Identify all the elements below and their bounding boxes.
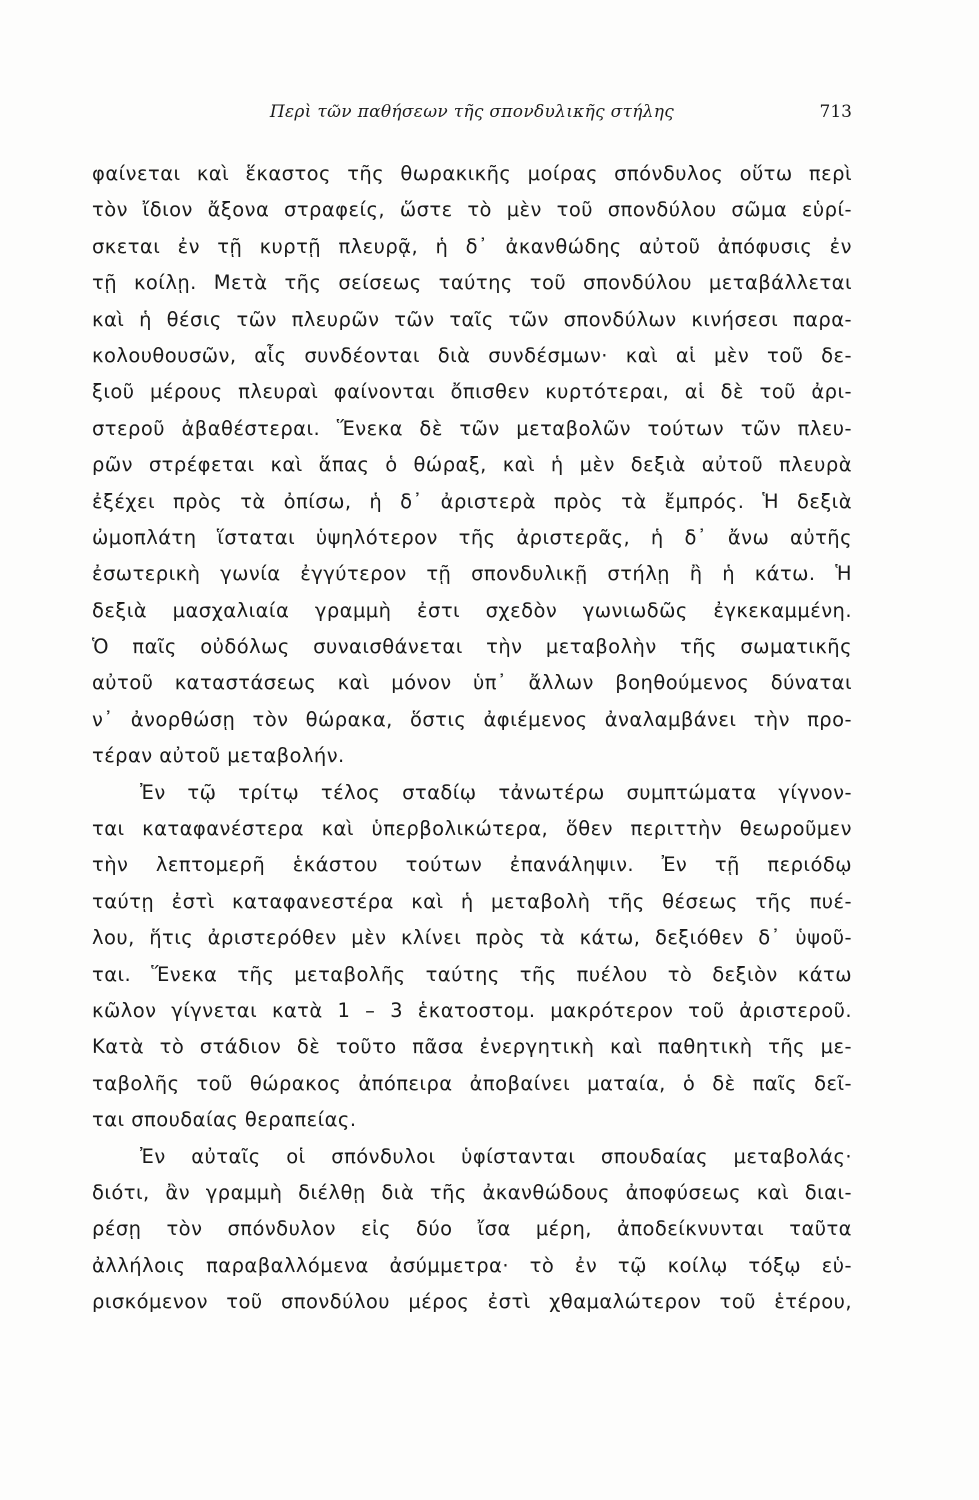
text-line: Ὁ παῖς οὐδόλως συναισθάνεται τὴν μεταβολὴν τῆς σωματικῆς bbox=[92, 635, 852, 659]
text-line: ἐξέχει πρὸς τὰ ὀπίσω, ἡ δ᾽ ἀριστερὰ πρὸς τὰ ἔμπρός. Ἡ δεξιὰ bbox=[92, 489, 852, 513]
text-line: Κατὰ τὸ στάδιον δὲ τοῦτο πᾶσα ἐνεργητικὴ καὶ παθητικὴ τῆς με- bbox=[92, 1035, 852, 1059]
text-line: κολουθουσῶν, αἷς συνδέονται διὰ συνδέσμων· καὶ αἱ μὲν τοῦ δε- bbox=[92, 343, 852, 367]
paragraph-end-line: ται σπουδαίας θεραπείας. bbox=[92, 1108, 357, 1132]
text-line: δεξιὰ μασχαλιαία γραμμὴ ἐστι σχεδὸν γωνιωδῶς ἐγκεκαμμένη. bbox=[92, 598, 852, 622]
text-line: ται. Ἕνεκα τῆς μεταβολῆς ταύτης τῆς πυέλου τὸ δεξιὸν κάτω bbox=[92, 962, 852, 986]
text-line: ρισκόμενον τοῦ σπονδύλου μέρος ἐστὶ χθαμαλώτερον τοῦ ἑτέρου, bbox=[92, 1290, 852, 1314]
text-line: ρῶν στρέφεται καὶ ἅπας ὁ θώραξ, καὶ ἡ μὲν δεξιὰ αὐτοῦ πλευρὰ bbox=[92, 453, 852, 477]
text-line: ν᾽ ἀνορθώσῃ τὸν θώρακα, ὅστις ἀφιέμενος ἀναλαμβάνει τὴν προ- bbox=[92, 707, 852, 731]
text-line: διότι, ἂν γραμμὴ διέλθῃ διὰ τῆς ἀκανθώδους ἀποφύσεως καὶ διαι- bbox=[92, 1180, 852, 1204]
text-line: φαίνεται καὶ ἕκαστος τῆς θωρακικῆς μοίρας σπόνδυλος οὕτω περὶ bbox=[92, 162, 852, 185]
text-line: ἐσωτερικὴ γωνία ἐγγύτερον τῇ σπονδυλικῇ στήλῃ ἢ ἡ κάτω. Ἡ bbox=[92, 562, 852, 586]
text-line: στεροῦ ἀβαθέστεραι. Ἕνεκα δὲ τῶν μεταβολῶν τούτων τῶν πλευ- bbox=[92, 416, 852, 440]
paragraph-start-line: Ἐν τῷ τρίτῳ τέλος σταδίῳ τἀνωτέρω συμπτώματα γίγνον- bbox=[140, 780, 852, 804]
text-line: ἀλλήλοις παραβαλλόμενα ἀσύμμετρα· τὸ ἐν τῷ κοίλῳ τόξῳ εὑ- bbox=[92, 1253, 852, 1277]
text-line: ρέσῃ τὸν σπόνδυλον εἰς δύο ἴσα μέρη, ἀποδείκνυνται ταῦτα bbox=[92, 1217, 852, 1241]
page-number: 713 bbox=[819, 102, 852, 122]
paragraph-end-line: τέραν αὐτοῦ μεταβολήν. bbox=[92, 744, 345, 768]
text-line: λου, ἥτις ἀριστερόθεν μὲν κλίνει πρὸς τὰ κάτω, δεξιόθεν δ᾽ ὑψοῦ- bbox=[92, 926, 852, 950]
text-line: καὶ ἡ θέσις τῶν πλευρῶν τῶν ταῖς τῶν σπονδύλων κινήσεσι παρα- bbox=[92, 307, 852, 331]
text-line: αὐτοῦ καταστάσεως καὶ μόνον ὑπ᾽ ἄλλων βοηθούμενος δύναται bbox=[92, 671, 852, 695]
text-line: σκεται ἐν τῇ κυρτῇ πλευρᾷ, ἡ δ᾽ ἀκανθώδης αὐτοῦ ἀπόφυσις ἐν bbox=[92, 234, 852, 258]
body-text bbox=[92, 156, 852, 1321]
text-line: ξιοῦ μέρους πλευραὶ φαίνονται ὄπισθεν κυρτότεραι, αἱ δὲ τοῦ ἀρι- bbox=[92, 380, 852, 404]
text-line: ταβολῆς τοῦ θώρακος ἀπόπειρα ἀποβαίνει ματαία, ὁ δὲ παῖς δεῖ- bbox=[92, 1071, 852, 1095]
text-line: ταύτῃ ἐστὶ καταφανεστέρα καὶ ἡ μεταβολὴ τῆς θέσεως τῆς πυέ- bbox=[92, 889, 852, 913]
running-head: Περὶ τῶν παθήσεων τῆς σπονδυλικῆς στήλης bbox=[269, 102, 675, 122]
text-line: τὴν λεπτομερῆ ἑκάστου τούτων ἐπανάληψιν. Ἐν τῇ περιόδῳ bbox=[92, 853, 852, 877]
text-line: κῶλον γίγνεται κατὰ 1 – 3 ἑκατοστομ. μακρότερον τοῦ ἀριστεροῦ. bbox=[92, 998, 852, 1022]
text-line: ὠμοπλάτη ἵσταται ὑψηλότερον τῆς ἀριστερᾶς, ἡ δ᾽ ἄνω αὐτῆς bbox=[92, 525, 852, 549]
paragraph-start-line: Ἐν αὐταῖς οἱ σπόνδυλοι ὑφίστανται σπουδαίας μεταβολάς· bbox=[140, 1144, 852, 1168]
page-header bbox=[92, 102, 852, 136]
text-line: τῇ κοίλῃ. Μετὰ τῆς σείσεως ταύτης τοῦ σπονδύλου μεταβάλλεται bbox=[92, 271, 852, 295]
text-line: τὸν ἴδιον ἄξονα στραφείς, ὥστε τὸ μὲν τοῦ σπονδύλου σῶμα εὑρί- bbox=[92, 198, 852, 222]
text-line: ται καταφανέστερα καὶ ὑπερβολικώτερα, ὅθεν περιττὴν θεωροῦμεν bbox=[92, 817, 852, 841]
